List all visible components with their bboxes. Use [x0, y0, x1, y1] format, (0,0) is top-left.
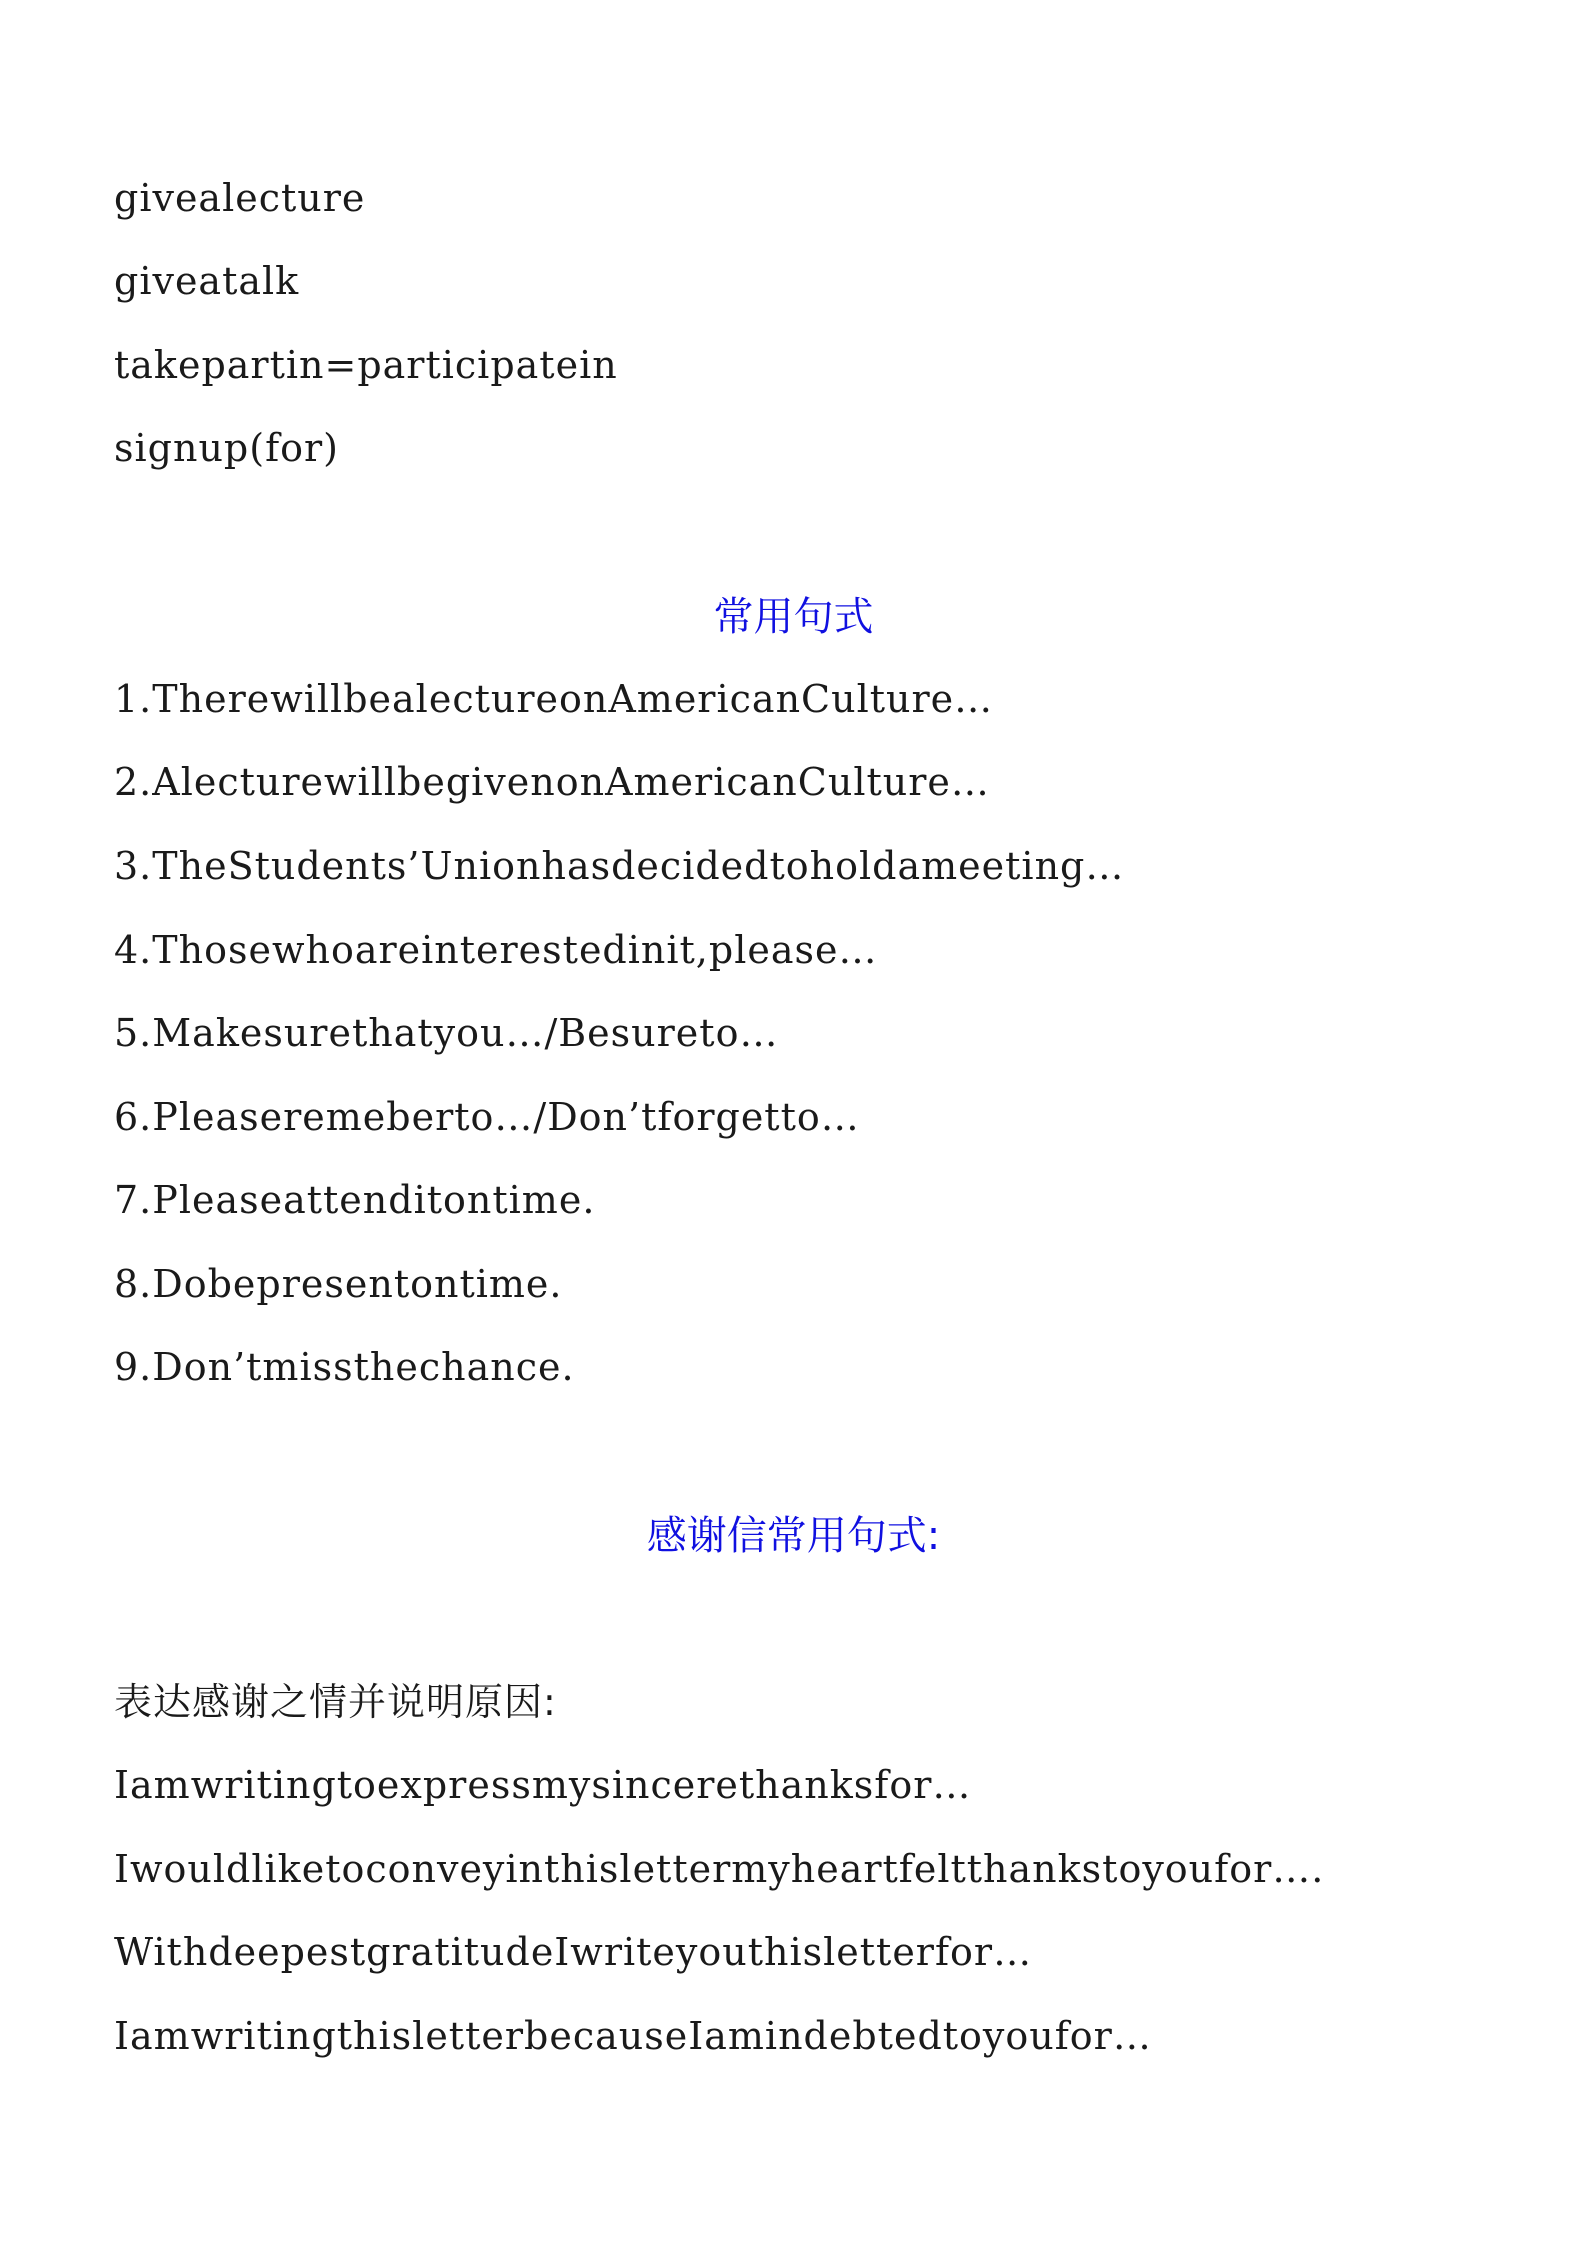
thanks-sentence: WithdeepestgratitudeIwriteyouthisletterfor…: [114, 1930, 1033, 1974]
sentence-item: 5.Makesurethatyou…/Besureto…: [114, 1011, 779, 1055]
sentence-item: 4.Thosewhoareinterestedinit,please…: [114, 928, 878, 972]
phrase-line: giveatalk: [114, 259, 300, 303]
section-heading-common-sentences: 常用句式: [713, 594, 874, 640]
sentence-item: 3.TheStudents’Unionhasdecidedtoholdameeting…: [114, 844, 1125, 888]
sentence-item: 1.TherewillbealectureonAmericanCulture…: [114, 677, 994, 721]
thanks-sentence: IamwritingthisletterbecauseIamindebtedtoyoufor…: [114, 2014, 1152, 2058]
sentence-item: 9.Don’tmissthechance.: [114, 1345, 575, 1389]
phrase-line: givealecture: [114, 176, 366, 220]
phrase-line: takepartin=participatein: [114, 343, 618, 387]
sentence-item: 2.AlecturewillbegivenonAmericanCulture…: [114, 760, 990, 804]
thanks-sentence: Iamwritingtoexpressmysincerethanksfor…: [114, 1763, 972, 1807]
sentence-item: 6.Pleaseremeberto…/Don’tforgetto…: [114, 1095, 860, 1139]
section-heading-thank-you-letter: 感谢信常用句式:: [646, 1513, 941, 1559]
sentence-item: 7.Pleaseattenditontime.: [114, 1178, 596, 1222]
subheading-express-thanks: 表达感谢之情并说明原因:: [114, 1680, 557, 1724]
thanks-sentence: Iwouldliketoconveyinthislettermyheartfeltthankstoyoufor….: [114, 1847, 1325, 1891]
sentence-item: 8.Dobepresentontime.: [114, 1262, 563, 1306]
phrase-line: signup(for): [114, 426, 340, 470]
